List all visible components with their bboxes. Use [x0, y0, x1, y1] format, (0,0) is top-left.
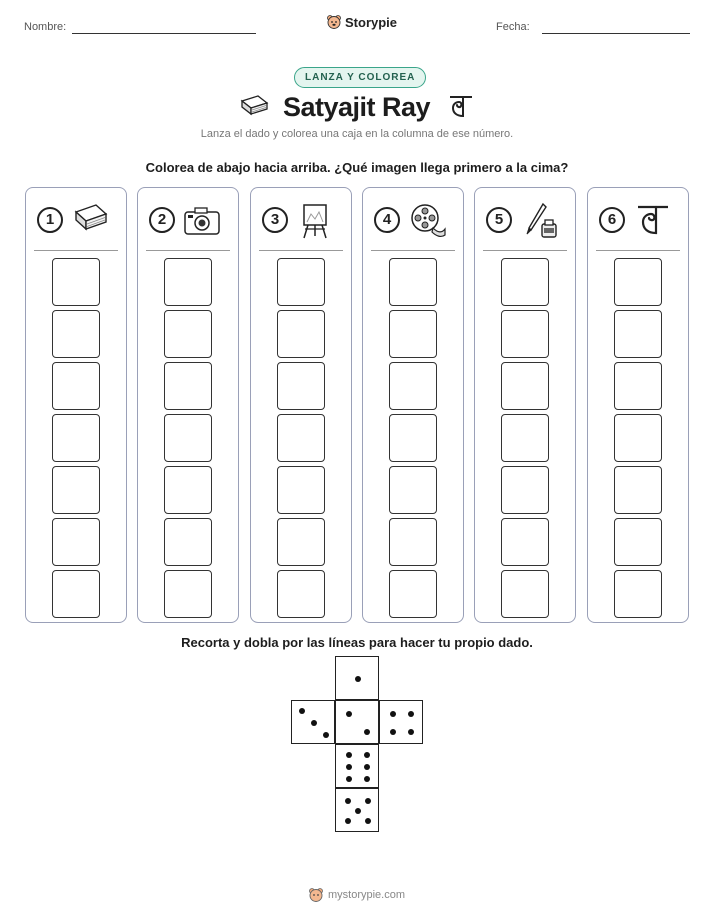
activity-badge: LANZA Y COLOREA	[294, 67, 426, 88]
color-box[interactable]	[277, 570, 325, 618]
color-box[interactable]	[501, 310, 549, 358]
die-pip	[323, 732, 329, 738]
die-face-5	[335, 788, 379, 832]
die-pip	[364, 729, 370, 735]
color-box[interactable]	[277, 466, 325, 514]
die-pip	[345, 818, 351, 824]
column-number: 4	[374, 207, 400, 233]
die-pip	[365, 798, 371, 804]
bengali-letter-icon	[448, 92, 474, 120]
color-box[interactable]	[52, 466, 100, 514]
color-box[interactable]	[614, 466, 662, 514]
die-pip	[346, 776, 352, 782]
camera-icon	[182, 200, 222, 240]
column-number: 1	[37, 207, 63, 233]
instruction: Colorea de abajo hacia arriba. ¿Qué imagen llega primero a la cima?	[145, 160, 569, 175]
bear-mascot-icon	[326, 14, 342, 30]
column-divider	[483, 250, 567, 251]
color-box[interactable]	[614, 310, 662, 358]
footer	[308, 887, 405, 903]
color-box[interactable]	[164, 258, 212, 306]
color-box[interactable]	[52, 414, 100, 462]
die-pip	[355, 808, 361, 814]
book-icon	[238, 93, 270, 123]
color-box[interactable]	[501, 362, 549, 410]
column-number: 6	[599, 207, 625, 233]
color-box[interactable]	[389, 414, 437, 462]
brand-name: Storypie	[345, 14, 398, 30]
die-pip	[364, 776, 370, 782]
die-pip	[355, 676, 361, 682]
die-face-3	[291, 700, 335, 744]
color-box[interactable]	[277, 414, 325, 462]
color-box[interactable]	[164, 466, 212, 514]
die-pip	[311, 720, 317, 726]
die-face-2	[335, 700, 379, 744]
color-box[interactable]	[52, 518, 100, 566]
date-label: Fecha:	[496, 21, 530, 33]
column-divider	[259, 250, 343, 251]
column-divider	[34, 250, 118, 251]
color-box[interactable]	[389, 258, 437, 306]
color-box[interactable]	[164, 570, 212, 618]
color-box[interactable]	[501, 466, 549, 514]
column-3	[250, 187, 352, 623]
color-box[interactable]	[389, 362, 437, 410]
footer-url: mystorypie.com	[328, 889, 406, 901]
color-box[interactable]	[277, 362, 325, 410]
pen-and-ink-icon	[519, 200, 559, 240]
color-box[interactable]	[52, 258, 100, 306]
date-field[interactable]	[542, 33, 690, 34]
color-box[interactable]	[389, 570, 437, 618]
column-5	[474, 187, 576, 623]
color-box[interactable]	[164, 414, 212, 462]
die-pip	[345, 798, 351, 804]
die-face-4	[379, 700, 423, 744]
color-box[interactable]	[277, 310, 325, 358]
cut-instruction: Recorta y dobla por las líneas para hacer tu propio dado.	[181, 635, 533, 650]
color-box[interactable]	[501, 570, 549, 618]
color-box[interactable]	[277, 258, 325, 306]
column-number: 2	[149, 207, 175, 233]
column-1	[25, 187, 127, 623]
color-box[interactable]	[614, 414, 662, 462]
bear-mascot-icon	[308, 887, 324, 903]
column-4	[362, 187, 464, 623]
brand-logo	[326, 14, 397, 30]
die-pip	[408, 729, 414, 735]
color-box[interactable]	[52, 570, 100, 618]
die-pip	[299, 708, 305, 714]
die-pip	[408, 711, 414, 717]
book-icon	[70, 200, 110, 240]
subtitle: Lanza el dado y colorea una caja en la columna de ese número.	[200, 128, 514, 140]
color-box[interactable]	[52, 310, 100, 358]
color-box[interactable]	[501, 518, 549, 566]
die-face-6	[335, 744, 379, 788]
column-number: 5	[486, 207, 512, 233]
die-pip	[346, 711, 352, 717]
color-box[interactable]	[52, 362, 100, 410]
name-label: Nombre:	[24, 21, 67, 33]
color-box[interactable]	[389, 466, 437, 514]
die-pip	[346, 752, 352, 758]
color-box[interactable]	[501, 414, 549, 462]
color-box[interactable]	[614, 362, 662, 410]
column-2	[137, 187, 239, 623]
page-title: Satyajit Ray	[283, 92, 431, 122]
die-pip	[390, 711, 396, 717]
column-divider	[596, 250, 680, 251]
die-pip	[365, 818, 371, 824]
film-reel-icon	[407, 200, 447, 240]
die-pip	[364, 752, 370, 758]
color-box[interactable]	[614, 570, 662, 618]
die-pip	[364, 764, 370, 770]
color-box[interactable]	[164, 362, 212, 410]
color-box[interactable]	[389, 518, 437, 566]
color-box[interactable]	[164, 310, 212, 358]
column-divider	[146, 250, 230, 251]
color-box[interactable]	[614, 258, 662, 306]
color-box[interactable]	[501, 258, 549, 306]
die-face-1	[335, 656, 379, 700]
column-divider	[371, 250, 455, 251]
name-field[interactable]	[72, 33, 256, 34]
bengali-letter-icon	[632, 200, 672, 240]
color-box[interactable]	[277, 518, 325, 566]
color-box[interactable]	[164, 518, 212, 566]
color-box[interactable]	[389, 310, 437, 358]
die-pip	[390, 729, 396, 735]
column-6	[587, 187, 689, 623]
column-number: 3	[262, 207, 288, 233]
easel-icon	[295, 200, 335, 240]
color-box[interactable]	[614, 518, 662, 566]
die-pip	[346, 764, 352, 770]
